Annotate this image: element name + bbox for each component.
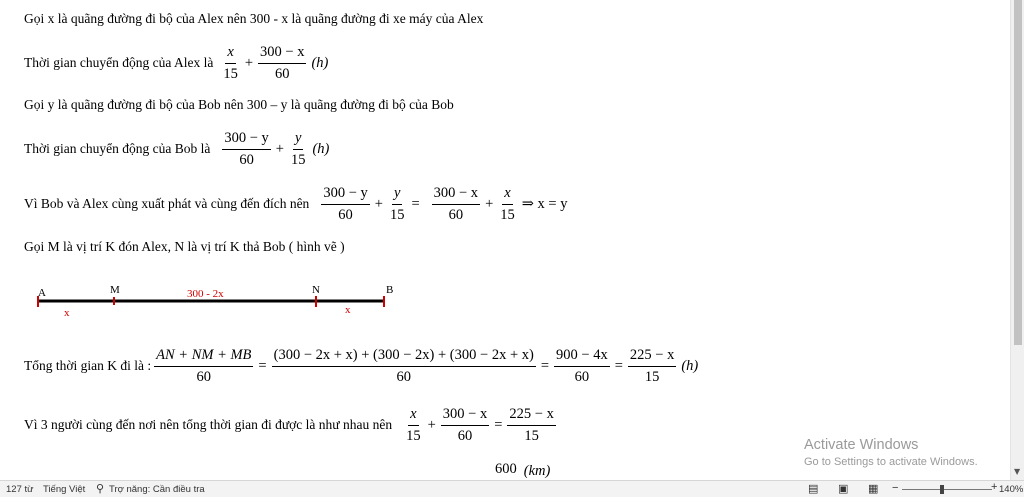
fraction: $\frac{y}{15}$ <box>389 185 405 223</box>
fraction: $\frac{x}{15}$ <box>500 185 515 223</box>
fraction: $\frac{300 - x}{60}$ <box>442 406 488 444</box>
scroll-down-icon[interactable]: ▼ <box>1014 467 1021 476</box>
zoom-level[interactable]: 140% <box>999 484 1024 495</box>
print-layout-icon[interactable]: ▣ <box>838 482 849 495</box>
line-2: Thời gian chuyển động của Alex là $\frac{x}{15}$ + $\frac{300 - x}{60}$ (h) <box>24 44 329 82</box>
zoom-slider-thumb[interactable] <box>940 485 944 494</box>
fraction: $\frac{300 - x}{60}$ <box>433 185 479 223</box>
fraction: $\frac{x}{15}$ <box>223 44 238 82</box>
web-layout-icon[interactable]: ▦ <box>868 482 879 495</box>
fraction: $\frac{225 - x}{15}$ <box>509 406 554 444</box>
line-9-partial: 600 (km) <box>490 461 552 480</box>
fraction: 600 <box>493 461 519 480</box>
watermark-subtitle: Go to Settings to activate Windows. <box>804 456 978 468</box>
line-8: Vì 3 người cùng đến nơi nên tổng thời gian đi được là như nhau nên $\frac{x}{15}$ + $\frac{300 - x}{60}$ = $\frac{225 - x}{15}$ <box>24 406 554 444</box>
segment-nb-label: x <box>345 304 351 316</box>
line-5-conclusion: ⇒ x = y <box>521 195 568 212</box>
scrollbar-thumb[interactable] <box>1014 0 1022 345</box>
line-6: Gọi M là vị trí K đón Alex, N là vị trí K thả Bob ( hình vẽ ) <box>24 239 345 254</box>
accessibility-icon[interactable]: ⚲ <box>96 482 105 495</box>
accessibility-status[interactable]: Trợ năng: Cần điều tra <box>109 484 205 495</box>
line-1: Gọi x là quãng đường đi bộ của Alex nên 300 - x là quãng đường đi xe máy của Alex <box>24 11 484 26</box>
line-3: Gọi y là quãng đường đi bộ của Bob nên 300 – y là quãng đường đi bộ của Bob <box>24 97 454 112</box>
line-5-text: Vì Bob và Alex cùng xuất phát và cùng đến đích nên <box>24 196 310 212</box>
fraction: $\frac{(300 - 2x + x) + (300 - 2x) + (300 - 2x + x)}{60}$ <box>273 347 534 385</box>
fraction: $\frac{225 - x}{15}$ <box>629 347 675 385</box>
status-bar <box>0 480 1024 497</box>
zoom-out-icon[interactable]: − <box>892 482 899 494</box>
line-7: Tổng thời gian K đi là : $\frac{AN + NM + MB}{60}$ = $\frac{(300 - 2x + x) + (300 - 2x) + (300 - 2x + x)}{60}$ = $\frac{900 - 4x}{60}$ = $\frac{225 - x}{15}$ (h) <box>24 347 699 385</box>
line-7-text: Tổng thời gian K đi là : <box>24 358 152 374</box>
line-2-text: Thời gian chuyển động của Alex là <box>24 55 214 71</box>
word-count[interactable]: 127 từ <box>6 484 34 495</box>
zoom-in-icon[interactable]: + <box>991 481 998 493</box>
line-4-text: Thời gian chuyển động của Bob là <box>24 141 211 157</box>
fraction: $\frac{300 - x}{60}$ <box>260 44 305 82</box>
read-mode-icon[interactable]: ▤ <box>808 482 819 495</box>
fraction: $\frac{x}{15}$ <box>406 406 421 444</box>
segment-am-label: x <box>64 307 70 319</box>
segment-diagram <box>30 283 400 323</box>
language-indicator[interactable]: Tiếng Việt <box>43 484 86 495</box>
activation-watermark <box>804 437 978 468</box>
point-m-label: M <box>110 284 120 296</box>
fraction: $\frac{y}{15}$ <box>290 130 306 168</box>
line-8-text: Vì 3 người cùng đến nơi nên tổng thời gian đi được là như nhau nên <box>24 417 393 433</box>
watermark-title: Activate Windows <box>804 437 919 453</box>
zoom-slider[interactable] <box>902 489 992 490</box>
fraction: $\frac{300 - y}{60}$ <box>323 185 368 223</box>
point-n-label: N <box>312 284 320 296</box>
point-a-label: A <box>38 287 46 299</box>
fraction: $\frac{AN + NM + MB}{60}$ <box>156 347 252 385</box>
fraction: $\frac{900 - 4x}{60}$ <box>556 347 608 385</box>
line-4: Thời gian chuyển động của Bob là $\frac{300 - y}{60}$ + $\frac{y}{15}$ (h) <box>24 130 330 168</box>
point-b-label: B <box>386 284 394 296</box>
fraction: $\frac{300 - y}{60}$ <box>224 130 269 168</box>
segment-mn-label: 300 - 2x <box>187 288 224 300</box>
vertical-scrollbar[interactable] <box>1010 0 1024 480</box>
line-5: Vì Bob và Alex cùng xuất phát và cùng đến đích nên $\frac{300 - y}{60}$ + $\frac{y}{15}$ = $\frac{300 - x}{60}$ + $\frac{x}{15}$ ⇒ x = y <box>24 185 568 223</box>
